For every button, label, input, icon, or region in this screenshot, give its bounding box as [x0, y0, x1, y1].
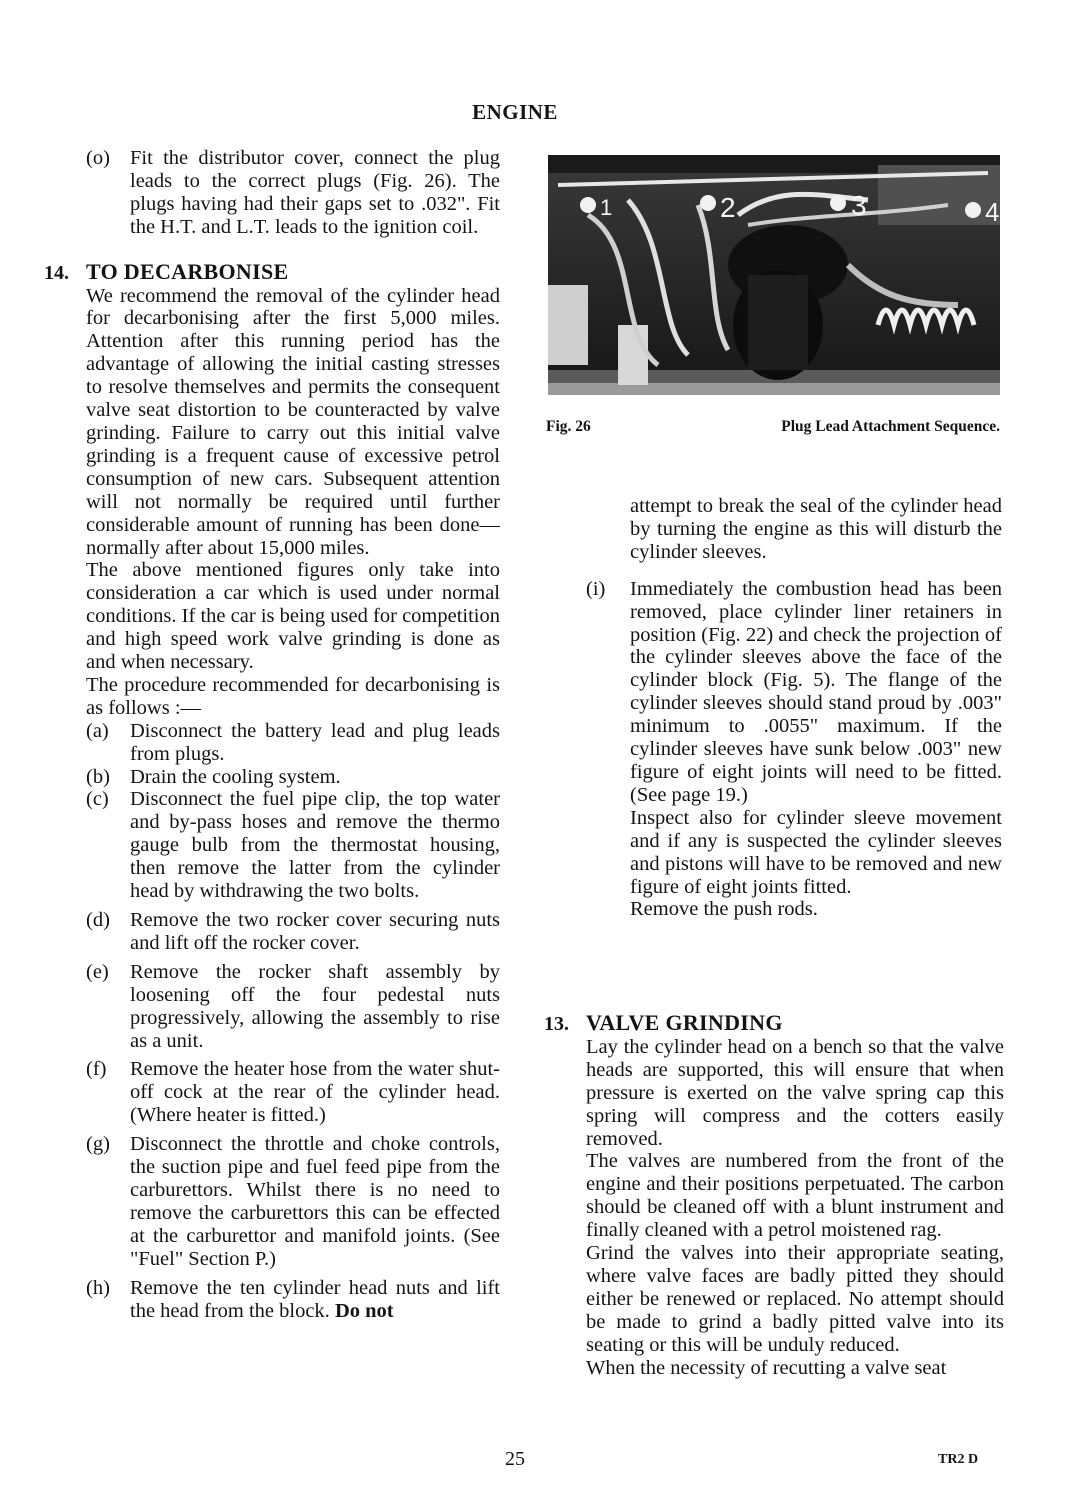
section-number: 13.	[544, 1013, 569, 1035]
step-i	[586, 578, 1002, 807]
continued-paragraph: attempt to break the seal of the cylinder head by turning the engine as this will disturb the cylinder sleeves.	[630, 495, 1002, 563]
step-label: (d)	[86, 909, 110, 931]
step-a	[86, 720, 500, 766]
document-code: TR2 D	[938, 1452, 979, 1467]
figure-label: Fig. 26	[546, 418, 591, 435]
step-text: Immediately the combustion head has been removed, place cylinder liner retainers in position (Fig. 22) and check the projection of the cylinder sleeves above the face of the cylinder block (Fig. 5). The flange of the cylinder sleeves should stand proud by .003" minimum to .0055" maximum. If the cylinder sleeves have sunk below .003" new figure of eight joints will need to be fitted. (See page 19.)	[630, 577, 1002, 806]
step-text	[130, 1277, 500, 1323]
step-d	[86, 909, 500, 955]
step-label: (e)	[86, 960, 109, 983]
section-13-heading	[544, 1012, 1004, 1036]
step-g	[86, 1133, 500, 1270]
page-number: 25	[505, 1448, 525, 1470]
step-label: (h)	[86, 1276, 110, 1299]
plug-number-3: 3	[851, 190, 867, 221]
step-label: (i)	[586, 577, 606, 600]
decarbonise-paragraph-3: The procedure recommended for decarbonising is as follows :—	[86, 673, 500, 719]
decarbonise-paragraph-1: We recommend the removal of the cylinder head for decarbonising after the first 5,000 miles. Attention after this running period has the advantage of allowing the initial casting stresses to resolve themselves and permits the consequent valve seat distortion to be counteracted by valve grinding. Failure to carry out this initial valve grinding is a frequent cause of excessive petrol consumption of new cars. Subsequent attention will not normally be required until further considerable amount of running has been done—normally after about 15,000 miles.	[86, 284, 500, 559]
step-text: Disconnect the throttle and choke controls, the suction pipe and fuel feed pipe from the carburettors. Whilst there is no need to remove the carburettors this can be effected at the carburettor and manifold joints. (See "Fuel" Section P.)	[130, 1133, 500, 1270]
figure-caption-text: Plug Lead Attachment Sequence.	[781, 418, 1000, 435]
plug-number-2: 2	[720, 192, 736, 223]
step-o	[86, 147, 500, 239]
decarbonise-paragraph-2: The above mentioned figures only take into consideration a car which is used under normal conditions. If the car is being used for competition and high speed work valve grinding is done as and when necessary.	[86, 559, 500, 674]
step-text: Remove the rocker shaft assembly by loosening off the four pedestal nuts progressively, allowing the assembly to rise as a unit.	[130, 960, 500, 1052]
step-b	[86, 766, 500, 789]
step-label: (o)	[86, 147, 110, 169]
step-e	[86, 961, 500, 1053]
valve-grinding-paragraph-3: Grind the valves into their appropriate seating, where valve faces are badly pitted they should either be renewed or replaced. No attempt should be made to grind a badly pitted valve into its seating or this will be unduly reduced.	[586, 1242, 1004, 1356]
section-number: 14.	[44, 261, 69, 284]
step-f	[86, 1058, 500, 1127]
step-text: Remove the heater hose from the water shut-off cock at the rear of the cylinder head. (Where heater is fitted.)	[130, 1058, 500, 1127]
engine-photo-drawing	[548, 155, 1000, 395]
right-column-lower	[544, 1012, 1004, 1380]
step-text: Disconnect the battery lead and plug leads from plugs.	[130, 719, 500, 765]
step-h	[86, 1277, 500, 1323]
step-text-main: Remove the ten cylinder head nuts and lift the head from the block.	[130, 1276, 500, 1322]
step-label: (a)	[86, 719, 109, 742]
step-label: (g)	[86, 1133, 110, 1156]
plug-number-1: 1	[600, 195, 613, 220]
section-14-heading	[44, 258, 500, 285]
figure-caption	[546, 418, 1006, 436]
right-column-upper	[586, 495, 1002, 921]
engine-photo	[548, 155, 1000, 395]
step-label: (b)	[86, 765, 110, 788]
left-column	[44, 147, 500, 1322]
plug-number-4: 4	[985, 197, 1000, 227]
step-text: Disconnect the fuel pipe clip, the top water and by-pass hoses and remove the thermo gauge bulb from the thermostat housing, then remove the latter from the cylinder head by withdrawing the two bolts.	[130, 788, 500, 903]
inspect-paragraph: Inspect also for cylinder sleeve movement and if any is suspected the cylinder sleeves and pistons will have to be removed and new figure of eight joints fitted.	[630, 806, 1002, 898]
step-text: Fit the distributor cover, connect the plug leads to the correct plugs (Fig. 26). The plugs having had their gaps set to .032". Fit the H.T. and L.T. leads to the ignition coil.	[130, 147, 500, 238]
step-label: (f)	[86, 1058, 107, 1081]
section-title: TO DECARBONISE	[86, 258, 289, 284]
step-label: (c)	[86, 788, 109, 811]
page-header: ENGINE	[472, 100, 558, 124]
section-title: VALVE GRINDING	[586, 1010, 783, 1035]
valve-grinding-paragraph-4: When the necessity of recutting a valve seat	[586, 1356, 947, 1379]
push-rods-paragraph: Remove the push rods.	[630, 898, 818, 921]
step-c	[86, 788, 500, 903]
step-text: Remove the two rocker cover securing nuts and lift off the rocker cover.	[130, 909, 500, 954]
step-text-bold: Do not	[334, 1299, 394, 1322]
valve-grinding-paragraph-2: The valves are numbered from the front of the engine and their positions perpetuated. The carbon should be cleaned off with a blunt instrument and finally cleaned with a petrol moistened rag.	[586, 1150, 1004, 1242]
step-text: Drain the cooling system.	[130, 765, 341, 788]
valve-grinding-paragraph-1: Lay the cylinder head on a bench so that the valve heads are supported, this will ensure that when pressure is exerted on the valve spring cap this spring will compress and the cotters easily removed.	[586, 1035, 1004, 1150]
